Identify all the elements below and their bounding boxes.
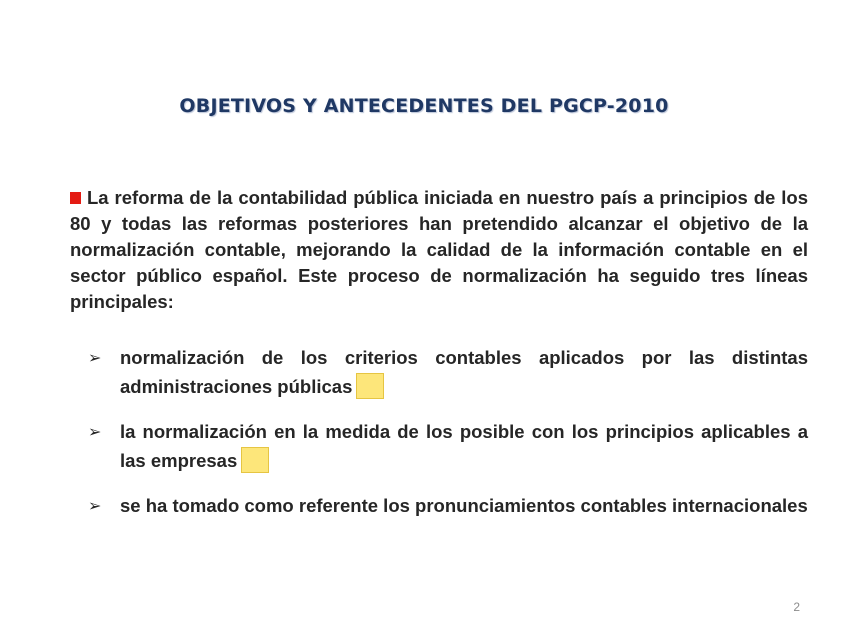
intro-text: La reforma de la contabilidad pública iniciada en nuestro país a principios de los 80 y todas las reformas posteriores han pretendido alcanzar el objetivo de la normalización contable, mejorando la calidad de la información contable en el sector público español. Este proceso de normalización ha seguido tres líneas principales:	[70, 187, 808, 312]
list-item	[88, 417, 808, 475]
list-item	[88, 343, 808, 401]
intro-paragraph	[70, 185, 808, 315]
slide-title: OBJETIVOS Y ANTECEDENTES DEL PGCP-2010	[179, 95, 669, 117]
highlight-box	[356, 373, 384, 399]
list-item	[88, 491, 808, 520]
list-item-text: se ha tomado como referente los pronunciamientos contables internacionales	[120, 495, 808, 516]
bullet-list	[88, 343, 808, 536]
list-item-text: la normalización en la medida de los posible con los principios aplicables a las empresas	[120, 421, 808, 471]
red-square-bullet-icon	[70, 192, 81, 204]
list-item-text: normalización de los criterios contables aplicados por las distintas administraciones públicas	[120, 347, 808, 397]
highlight-box	[241, 447, 269, 473]
page-number: 2	[793, 600, 800, 614]
arrow-bullet-icon: ➢	[88, 422, 102, 441]
arrow-bullet-icon: ➢	[88, 348, 102, 367]
arrow-bullet-icon: ➢	[88, 496, 102, 515]
